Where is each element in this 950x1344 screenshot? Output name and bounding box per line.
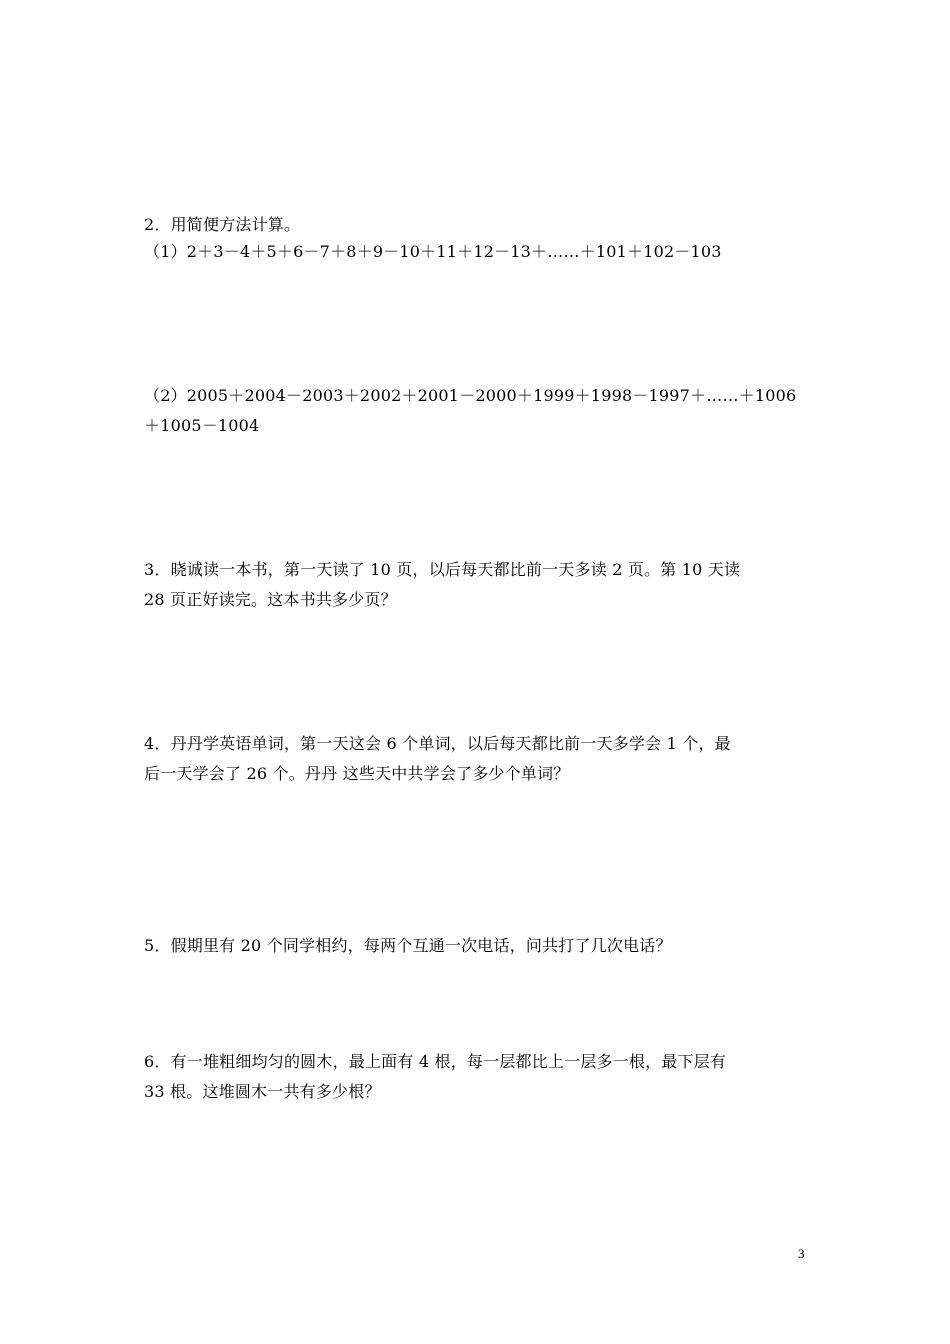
page-number: 3 [798, 1246, 805, 1261]
question-2-part-2-line-1: （2）2005＋2004－2003＋2002＋2001－2000＋1999＋1998－1997＋……＋1006 [144, 386, 797, 405]
question-3-line-1: 3．晓诚读一本书，第一天读了 10 页，以后每天都比前一天多读 2 页。第 10 天读 [144, 560, 741, 579]
question-5-line-1: 5．假期里有 20 个同学相约，每两个互通一次电话，问共打了几次电话？ [144, 936, 672, 955]
question-6-line-2: 33 根。这堆圆木一共有多少根？ [144, 1082, 381, 1101]
question-2-part-1: （1）2＋3－4＋5＋6－7＋8＋9－10＋11＋12－13＋……＋101＋102－103 [144, 242, 722, 261]
question-6-line-1: 6．有一堆粗细均匀的圆木，最上面有 4 根，每一层都比上一层多一根，最下层有 [144, 1052, 727, 1071]
question-4-line-2: 后一天学会了 26 个。丹丹 这些天中共学会了多少个单词？ [144, 764, 570, 783]
question-2-part-2-line-2: ＋1005－1004 [144, 416, 260, 435]
question-3-line-2: 28 页正好读完。这本书共多少页？ [144, 590, 397, 609]
question-4-line-1: 4．丹丹学英语单词，第一天这会 6 个单词，以后每天都比前一天多学会 1 个，最 [144, 734, 731, 753]
question-2-title: 2．用简便方法计算。 [144, 215, 301, 234]
